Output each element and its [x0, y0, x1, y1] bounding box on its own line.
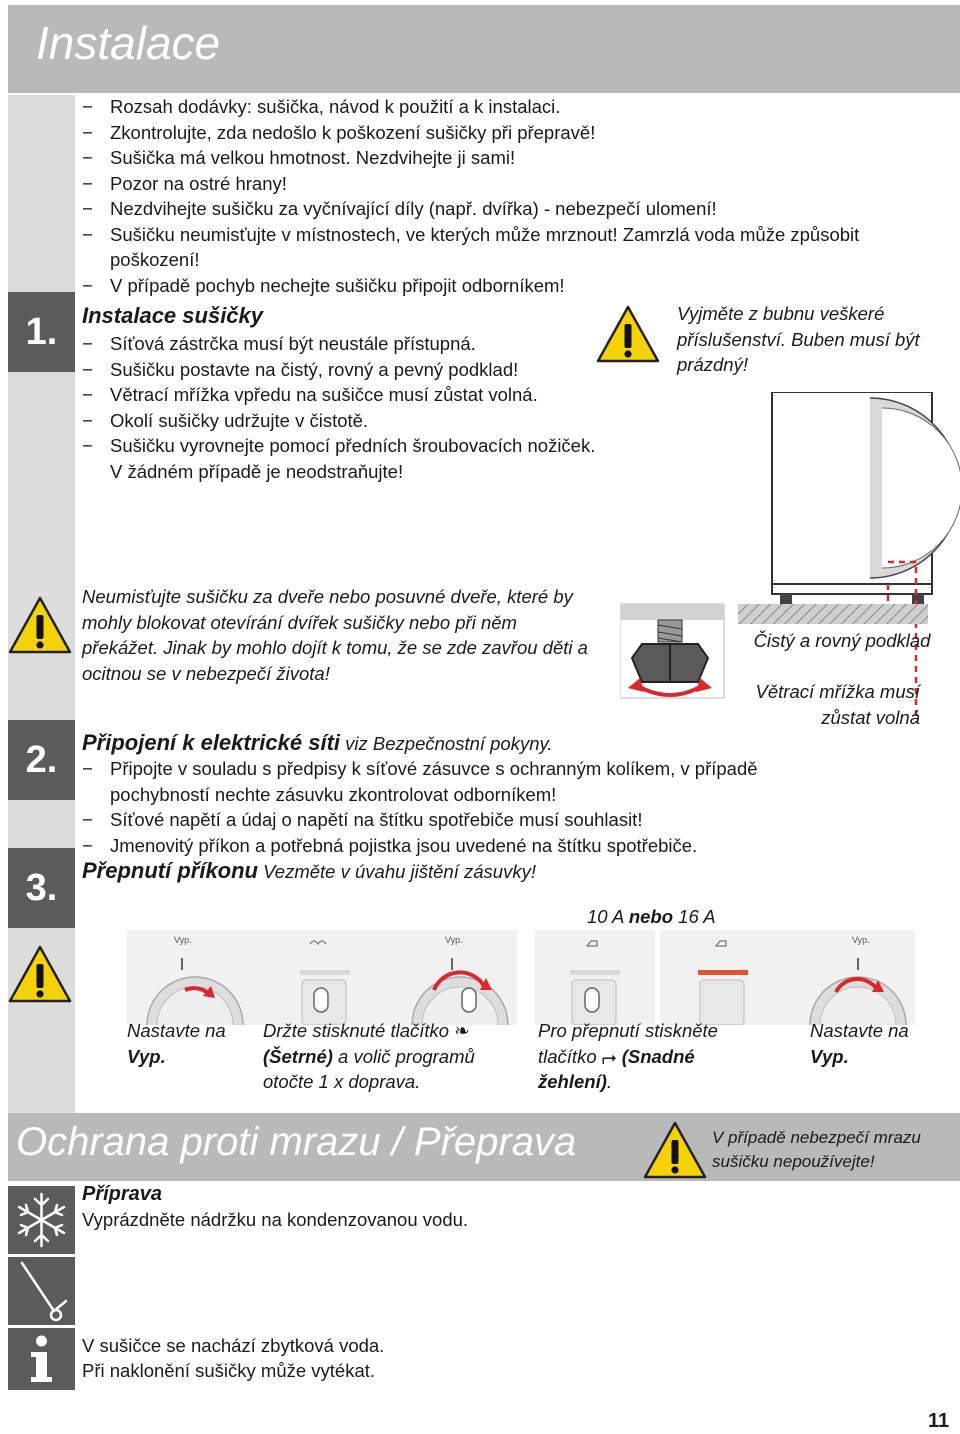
step1-heading: Instalace sušičky [82, 303, 264, 328]
list-item: − V případě pochyb nechejte sušičku připojit odborníkem! [82, 273, 902, 299]
step3-heading: Přepnutí příkonu [82, 858, 258, 883]
info-line-2: Při naklonění sušičky může vytékat. [82, 1360, 376, 1381]
dial-panel-4 [660, 930, 915, 1025]
list-item: − Připojte v souladu s předpisy k síťové zásuvce s ochranným kolíkem, v případě pochybností nechte zásuvku zkontrolovat odborníkem! [82, 756, 862, 807]
info-icon [8, 1328, 75, 1390]
page-title: Instalace [36, 17, 221, 69]
hand-truck-icon [8, 1257, 75, 1325]
step-number-1: 1. [8, 292, 75, 372]
step1-list [82, 331, 602, 484]
warning-icon [643, 1120, 707, 1180]
list-item: − Sušičku postavte na čistý, rovný a pevný podklad! [82, 357, 602, 383]
list-item: − Pozor na ostré hrany! [82, 171, 902, 197]
list-item: − Zkontrolujte, zda nedošlo k poškození sušičky při přepravě! [82, 120, 902, 146]
frost-title: Ochrana proti mrazu / Přeprava [16, 1120, 577, 1164]
caption-1: Nastavte na Vyp. [127, 1020, 226, 1067]
delicate-icon: ❧ [454, 1020, 470, 1041]
dial-label: Vyp. [445, 935, 463, 945]
dial-label: Vyp. [852, 935, 870, 945]
list-item: − Síťová zástrčka musí být neustále přístupná. [82, 331, 602, 357]
drum-note: Vyjměte z bubnu veškeré příslušenství. Buben musí být prázdný! [677, 303, 920, 375]
list-item: − Rozsah dodávky: sušička, návod k použití a k instalaci. [82, 94, 902, 120]
warning-icon [596, 304, 660, 364]
page-number: 11 [928, 1410, 950, 1432]
step3-heading-suffix: Vezměte v úvahu jištění zásuvky! [263, 861, 536, 882]
caption-3: Pro přepnutí stiskněte tlačítko ⮣ (Snadné žehlení). [538, 1020, 718, 1092]
caption-4: Nastavte na Vyp. [810, 1020, 909, 1067]
list-item: − Sušičku neumisťujte v místnostech, ve kterých může mrznout! Zamrzlá voda může způsobit poškození! [82, 222, 902, 273]
step2-heading-row [82, 730, 553, 756]
info-line-1: V sušičce se nachází zbytková voda. [82, 1335, 385, 1356]
step-number-3: 3. [8, 848, 75, 928]
warning-icon [8, 595, 72, 655]
list-item: − Nezdvihejte sušičku za vyčnívající díly (např. dvířka) - nebezpečí ulomení! [82, 196, 902, 222]
dial-panel-3 [535, 930, 655, 1025]
list-item: − Jmenovitý příkon a potřebná pojistka jsou uvedené na štítku spotřebiče. [82, 833, 862, 859]
list-item: − Větrací mřížka vpředu na sušičce musí zůstat volná. [82, 382, 602, 408]
warning-icon [8, 944, 72, 1004]
surface-label: Čistý a rovný podklad [753, 630, 931, 651]
step2-list [82, 756, 862, 858]
dial-panel-2 [262, 930, 517, 1025]
list-item: − Okolí sušičky udržujte v čistotě. [82, 408, 602, 434]
prep-text: Vyprázdněte nádržku na kondenzovanou vodu. [82, 1209, 469, 1230]
grille-label: Větrací mřížka musí zůstat volná [755, 681, 920, 728]
snowflake-icon [8, 1186, 75, 1254]
fuse-label: 10 A nebo 16 A [587, 906, 716, 927]
list-item: − Sušička má velkou hmotnost. Nezdvihejte ji sami! [82, 145, 902, 171]
iron-icon: ⮣ [601, 1045, 617, 1067]
dial-panel-1 [127, 930, 262, 1025]
list-item: − Sušičku vyrovnejte pomocí předních šroubovacích nožiček. V žádném případě je neodstraňujte! [82, 433, 602, 484]
list-item: − Síťové napětí a údaj o napětí na štítku spotřebiče musí souhlasit! [82, 807, 862, 833]
door-warning: Neumisťujte sušičku za dveře nebo posuvné dveře, které by mohly blokovat otevírání dvířek sušičky nebo při něm překážet. Jinak by mohlo dojít k tomu, že se zde zavřou děti a ocitnou se v nebezpečí života! [82, 586, 588, 684]
prep-heading: Příprava [82, 1183, 163, 1205]
dial-label: Vyp. [174, 935, 192, 945]
step2-heading-suffix: viz Bezpečnostní pokyny. [345, 733, 553, 754]
step3-heading-row [82, 858, 536, 884]
step2-heading: Připojení k elektrické síti [82, 730, 341, 755]
intro-list [82, 94, 902, 298]
caption-2: Držte stisknuté tlačítko ❧ (Šetrné) a volič programů otočte 1 x doprava. [263, 1020, 475, 1092]
step-number-2: 2. [8, 720, 75, 800]
frost-warning: V případě nebezpečí mrazu sušičku nepoužívejte! [712, 1128, 921, 1171]
